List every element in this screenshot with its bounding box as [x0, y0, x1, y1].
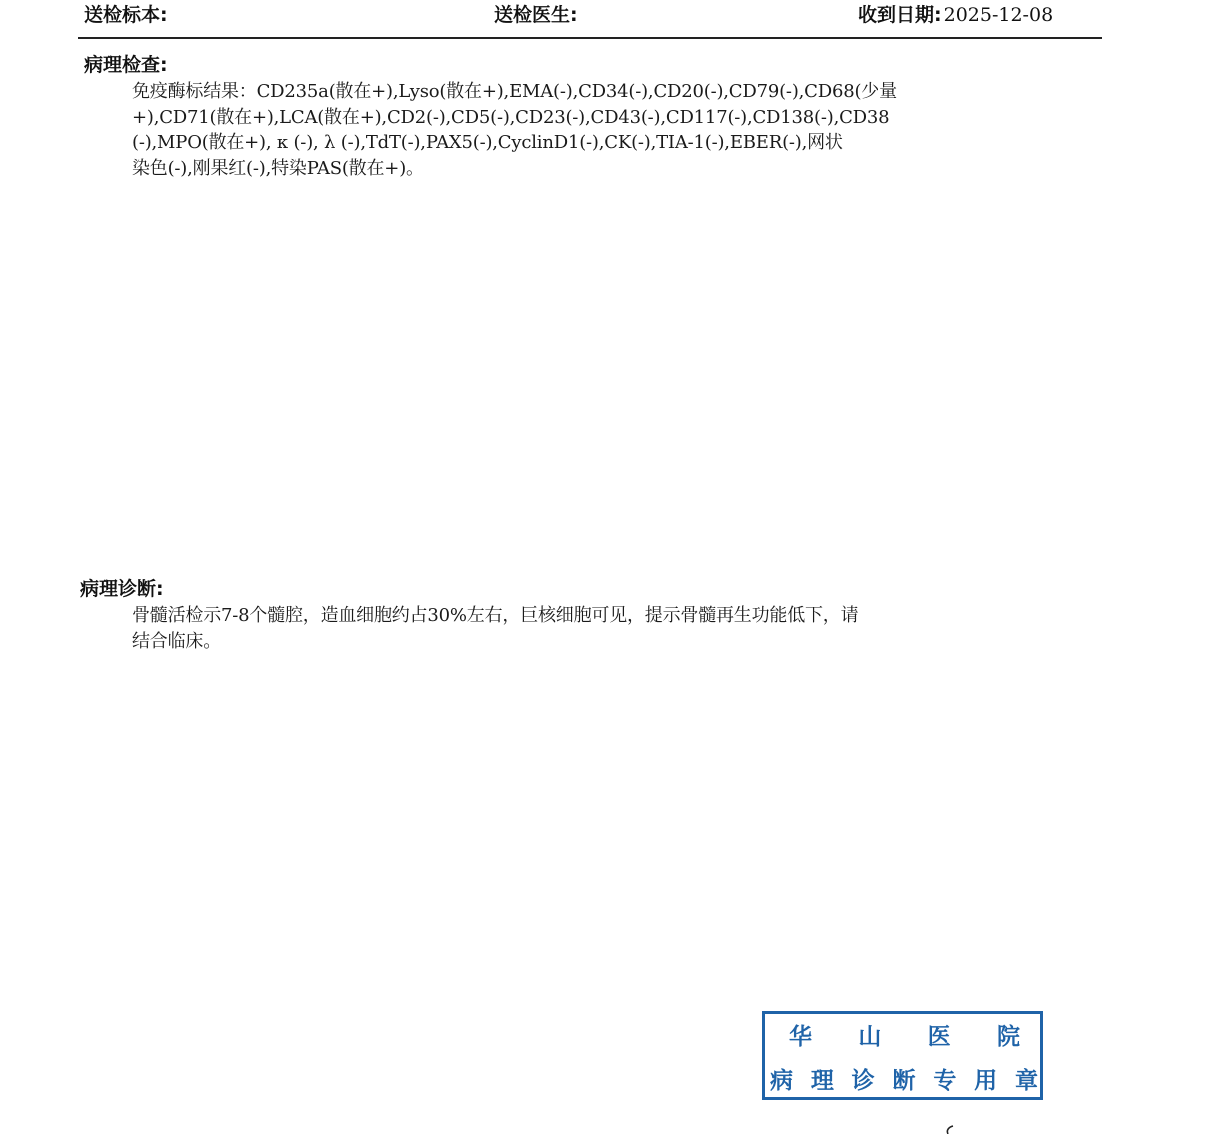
signature-stroke-mark [942, 1124, 958, 1134]
exam-line: 免疫酶标结果：CD235a(散在+),Lyso(散在+),EMA(-),CD34(-),CD20(-),CD79(-),CD68(少量 [132, 81, 897, 102]
seal-char: 章 [1014, 1068, 1038, 1094]
seal-char: 华 [789, 1024, 812, 1050]
received-date-label: 收到日期: [858, 4, 942, 26]
seal-hospital-name [765, 1023, 1040, 1051]
doctor-field [494, 2, 580, 28]
pathology-diagnosis-body [132, 603, 1032, 654]
pathology-exam-title: 病理检查: [84, 54, 168, 76]
pathology-exam-body [132, 79, 1032, 181]
hospital-seal-stamp [762, 1011, 1043, 1100]
doctor-label: 送检医生: [494, 4, 578, 26]
seal-char: 专 [933, 1068, 957, 1094]
received-date-field [858, 2, 1053, 28]
specimen-label: 送检标本: [84, 4, 168, 26]
seal-char: 山 [858, 1024, 882, 1050]
seal-char: 断 [892, 1068, 916, 1094]
seal-department-name [765, 1067, 1040, 1095]
exam-line: (-),MPO(散在+), κ (-), λ (-),TdT(-),PAX5(-),CyclinD1(-),CK(-),TIA-1(-),EBER(-),网状 [132, 132, 843, 153]
specimen-field [84, 2, 170, 28]
diagnosis-line: 结合临床。 [132, 630, 221, 652]
pathology-diagnosis-title: 病理诊断: [80, 578, 164, 600]
seal-char: 用 [974, 1068, 998, 1094]
received-date-value: 2025-12-08 [943, 4, 1054, 26]
header-divider [78, 37, 1102, 39]
seal-char: 理 [810, 1068, 834, 1094]
seal-char: 病 [770, 1068, 793, 1094]
diagnosis-line: 骨髓活检示7-8个髓腔，造血细胞约占30%左右，巨核细胞可见，提示骨髓再生功能低下，请 [132, 605, 859, 626]
exam-line: 染色(-),刚果红(-),特染PAS(散在+)。 [132, 157, 424, 179]
seal-char: 院 [996, 1024, 1020, 1050]
seal-char: 医 [927, 1024, 951, 1050]
exam-line: +),CD71(散在+),LCA(散在+),CD2(-),CD5(-),CD23(-),CD43(-),CD117(-),CD138(-),CD38 [132, 106, 890, 128]
seal-char: 诊 [851, 1068, 875, 1094]
